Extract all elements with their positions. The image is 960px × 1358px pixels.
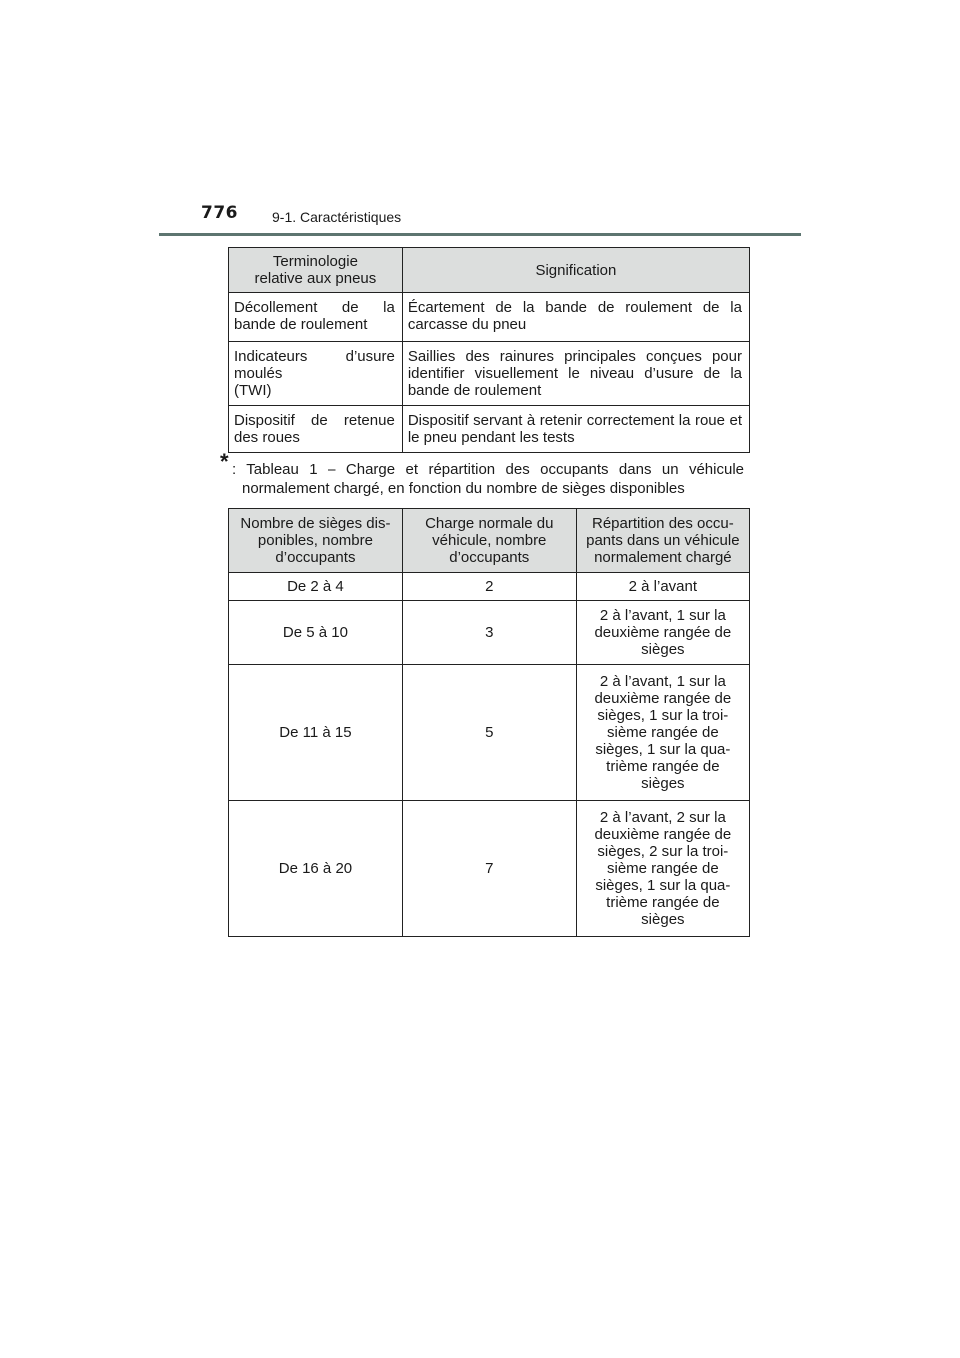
term-line: (TWI) — [234, 382, 272, 399]
distribution-line: trième rangée de — [606, 894, 720, 911]
meaning-cell: Dispositif servant à retenir correctement la roue et le pneu pendant les tests — [402, 406, 749, 453]
column-header-meaning: Signification — [402, 248, 749, 293]
column-header-label: Terminologie relative aux pneus — [254, 253, 377, 287]
header-line: pants dans un véhicule — [586, 532, 740, 549]
seats-cell: De 2 à 4 — [229, 573, 403, 601]
seats-cell: De 16 à 20 — [229, 801, 403, 937]
distribution-cell — [576, 601, 749, 665]
table-row — [229, 406, 750, 453]
distribution-line: 2 à l’avant, 1 sur la — [599, 673, 726, 690]
distribution-line: sième rangée de — [606, 724, 719, 741]
seats-cell: De 11 à 15 — [229, 665, 403, 801]
column-header-distribution — [576, 509, 749, 573]
header-line: Répartition des occu- — [591, 515, 734, 532]
header-line: Nombre de sièges dis- — [240, 515, 391, 532]
distribution-cell — [576, 801, 749, 937]
distribution-line: sièges, 1 sur la qua- — [595, 877, 731, 894]
distribution-line: sièges, 1 sur la qua- — [595, 741, 731, 758]
table-row — [229, 573, 750, 601]
term-line: Indicateurs d’usure moulés — [234, 348, 395, 382]
distribution-line: trième rangée de — [606, 758, 720, 775]
occupant-distribution-table — [228, 508, 750, 937]
table-header-row — [229, 509, 750, 573]
header-line: normalement chargé — [594, 549, 732, 566]
meaning-cell: Saillies des rainures principales conçues pour identifier visuellement le niveau d’usure de la bande de roulement — [402, 342, 749, 406]
load-cell: 2 — [402, 573, 576, 601]
load-cell: 7 — [402, 801, 576, 937]
section-title: 9-1. Caractéristiques — [272, 209, 402, 225]
header-line: Charge normale du — [425, 515, 554, 532]
distribution-line: sième rangée de — [606, 860, 719, 877]
distribution-line: sièges — [641, 641, 685, 658]
distribution-cell — [576, 573, 749, 601]
distribution-line: sièges — [641, 911, 685, 928]
header-line: d’occupants — [449, 549, 530, 566]
column-header-term — [229, 248, 403, 293]
seats-cell: De 5 à 10 — [229, 601, 403, 665]
distribution-line: deuxième rangée de — [594, 624, 732, 641]
header-line: ponibles, nombre — [257, 532, 373, 549]
load-cell: 3 — [402, 601, 576, 665]
header-line: d’occupants — [275, 549, 356, 566]
distribution-line: 2 à l’avant — [628, 578, 698, 595]
column-header-load — [402, 509, 576, 573]
meaning-cell: Écartement de la bande de roulement de la carcasse du pneu — [402, 293, 749, 342]
footnote-line: : Tableau 1 ⎯ Charge et répartition des occupants dans un véhicule — [232, 461, 744, 478]
table-row — [229, 665, 750, 801]
distribution-line: sièges, 1 sur la troi- — [597, 707, 729, 724]
distribution-cell — [576, 665, 749, 801]
tire-terminology-table — [228, 247, 750, 453]
distribution-line: 2 à l’avant, 2 sur la — [599, 809, 726, 826]
table-row — [229, 342, 750, 406]
distribution-line: deuxième rangée de — [594, 690, 732, 707]
footnote-line: normalement chargé, en fonction du nombre de sièges disponibles — [242, 480, 685, 497]
term-cell: Dispositif de retenue des roues — [229, 406, 403, 453]
table-row — [229, 601, 750, 665]
table-row — [229, 293, 750, 342]
distribution-line: sièges, 2 sur la troi- — [597, 843, 729, 860]
table-row — [229, 801, 750, 937]
term-cell — [229, 342, 403, 406]
footnote-marker: * — [220, 449, 229, 474]
header-line: véhicule, nombre — [432, 532, 547, 549]
distribution-line: 2 à l’avant, 1 sur la — [599, 607, 726, 624]
page-number: 776 — [201, 203, 238, 223]
term-cell: Décollement de la bande de roulement — [229, 293, 403, 342]
distribution-line: deuxième rangée de — [594, 826, 732, 843]
table-header-row — [229, 248, 750, 293]
load-cell: 5 — [402, 665, 576, 801]
distribution-line: sièges — [641, 775, 685, 792]
column-header-seats — [229, 509, 403, 573]
header-divider — [159, 233, 801, 236]
